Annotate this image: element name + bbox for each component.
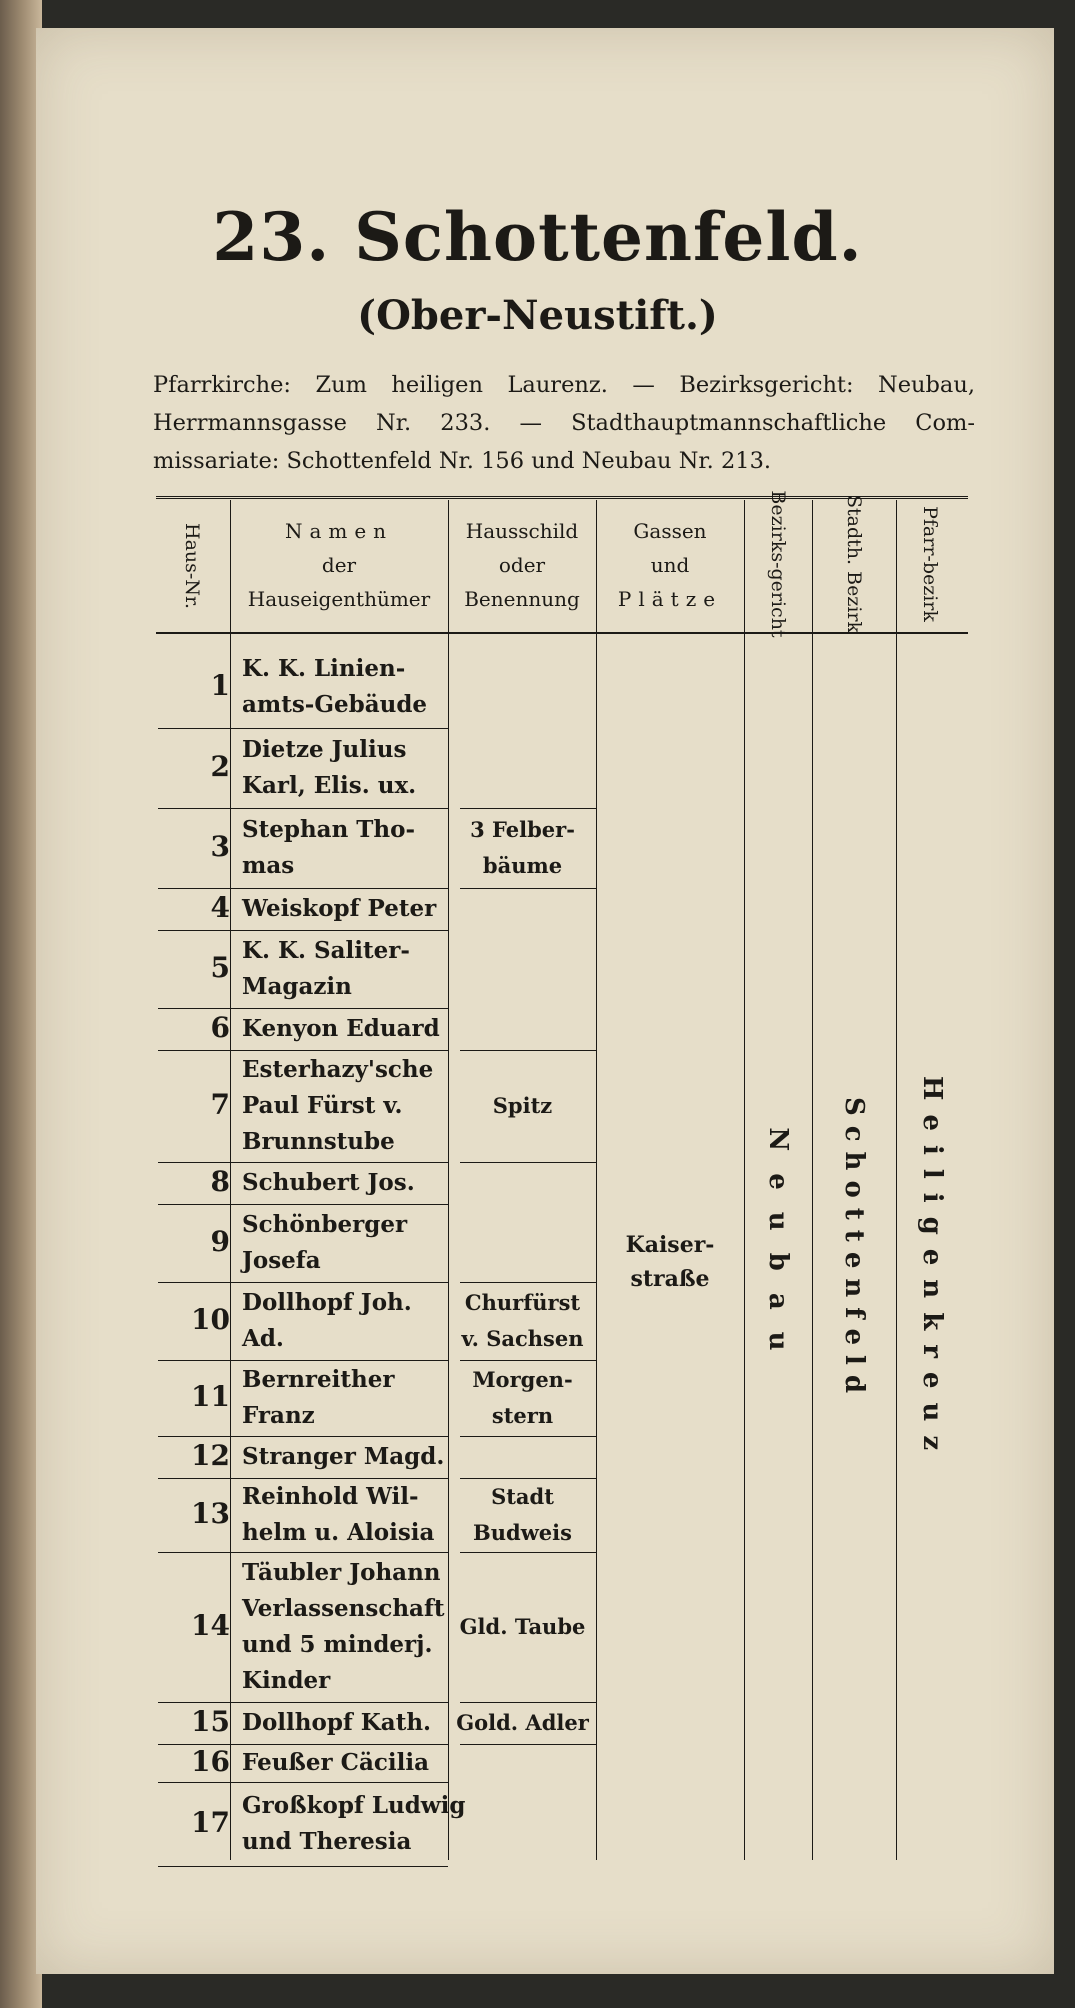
- house-number: 12: [191, 1439, 230, 1472]
- intro-line-3: missariate: Schottenfeld Nr. 156 und Neubau Nr. 213.: [153, 448, 772, 474]
- header-court: Bezirks-gericht: [767, 490, 789, 638]
- house-number: 8: [210, 1165, 230, 1198]
- court-neubau: Neubau: [763, 1127, 793, 1373]
- header-house-no: Haus-Nr.: [181, 523, 203, 609]
- sign-separator: [460, 1744, 596, 1745]
- header-sign: Hausschild oder Benennung: [464, 519, 580, 611]
- owner-name: Dietze Julius Karl, Elis. ux.: [242, 736, 417, 799]
- row-separator: [158, 808, 448, 809]
- row-separator: [158, 930, 448, 931]
- header-stadth: Stadth. Bezirk: [843, 495, 865, 633]
- owner-name: Kenyon Eduard: [242, 1015, 440, 1042]
- house-sign: Gold. Adler: [456, 1710, 589, 1735]
- sign-separator: [460, 1552, 596, 1553]
- header-owner: Namen der Hauseigenthümer: [247, 519, 431, 611]
- sign-separator: [460, 888, 596, 889]
- house-number: 10: [191, 1303, 230, 1336]
- house-number: 15: [191, 1705, 230, 1738]
- row-separator: [158, 1782, 448, 1783]
- row-separator: [158, 1162, 448, 1163]
- owner-name: Esterhazy'sche Paul Fürst v. Brunnstube: [242, 1056, 434, 1155]
- page-title: 23. Schottenfeld.: [212, 198, 863, 276]
- sign-separator: [460, 808, 596, 809]
- row-separator: [158, 1282, 448, 1283]
- owner-name: Bernreither Franz: [242, 1366, 395, 1429]
- column-divider: [596, 500, 597, 1860]
- row-separator: [158, 1436, 448, 1437]
- intro-line-2: Herrmannsgasse Nr. 233. — Stadthauptmannschaftliche Com-: [153, 410, 975, 436]
- column-divider: [744, 500, 745, 1860]
- house-number: 14: [191, 1609, 230, 1642]
- column-divider: [896, 500, 897, 1860]
- owner-name: K. K. Linien- amts-Gebäude: [242, 655, 428, 718]
- owner-name: Weiskopf Peter: [242, 895, 437, 922]
- row-separator: [158, 1866, 448, 1867]
- sign-separator: [460, 1162, 596, 1163]
- owner-name: Feußer Cäcilia: [242, 1749, 429, 1776]
- house-number: 11: [191, 1380, 230, 1413]
- sign-separator: [460, 1702, 596, 1703]
- house-number: 13: [191, 1497, 230, 1530]
- row-separator: [158, 728, 448, 729]
- owner-name: K. K. Saliter- Magazin: [242, 937, 410, 1000]
- house-sign: Churfürst v. Sachsen: [461, 1290, 584, 1351]
- house-number: 9: [210, 1225, 230, 1258]
- house-number: 3: [210, 830, 230, 863]
- house-number: 4: [210, 891, 230, 924]
- owner-name: Reinhold Wil- helm u. Aloisia: [242, 1483, 435, 1546]
- row-separator: [158, 1360, 448, 1361]
- intro-paragraph: [153, 366, 975, 480]
- house-number: 2: [210, 750, 230, 783]
- column-divider: [230, 500, 231, 1860]
- parish-heiligenkreuz: Heiligenkreuz: [917, 1075, 947, 1465]
- owner-name: Schubert Jos.: [242, 1169, 415, 1196]
- house-number: 6: [210, 1011, 230, 1044]
- owner-name: Stephan Tho- mas: [242, 816, 416, 879]
- sign-separator: [460, 1478, 596, 1479]
- row-separator: [158, 888, 448, 889]
- house-sign: Stadt Budweis: [473, 1484, 572, 1545]
- owner-name: Stranger Magd.: [242, 1443, 445, 1470]
- house-number: 7: [210, 1088, 230, 1121]
- page-subtitle: (Ober-Neustift.): [357, 292, 718, 339]
- house-sign: Gld. Taube: [459, 1614, 586, 1639]
- owner-name: Großkopf Ludwig und Theresia: [242, 1792, 466, 1855]
- house-sign: Spitz: [492, 1093, 553, 1118]
- stadth-schottenfeld: Schottenfeld: [839, 1096, 869, 1404]
- owner-name: Täubler Johann Verlassenschaft und 5 minderj. Kinder: [242, 1559, 445, 1694]
- row-separator: [158, 1008, 448, 1009]
- sign-separator: [460, 1050, 596, 1051]
- intro-line-1: Pfarrkirche: Zum heiligen Laurenz. — Bezirksgericht: Neubau,: [153, 372, 975, 398]
- sign-separator: [460, 1282, 596, 1283]
- owner-name: Dollhopf Kath.: [242, 1709, 432, 1736]
- row-separator: [158, 1702, 448, 1703]
- sign-separator: [460, 1436, 596, 1437]
- house-number: 1: [210, 669, 230, 702]
- street-kaiserstrasse: Kaiser- straße: [625, 1232, 715, 1292]
- owner-name: Schönberger Josefa: [242, 1211, 408, 1274]
- house-number: 5: [210, 951, 230, 984]
- row-separator: [158, 1552, 448, 1553]
- header-streets: Gassen und Plätze: [617, 519, 723, 611]
- house-sign: 3 Felber- bäume: [470, 817, 575, 878]
- column-divider: [812, 500, 813, 1860]
- house-sign: Morgen- stern: [472, 1367, 573, 1428]
- header-parish: Pfarr-bezirk: [919, 506, 941, 622]
- owner-name: Dollhopf Joh. Ad.: [242, 1289, 412, 1352]
- sign-separator: [460, 1360, 596, 1361]
- house-number: 17: [191, 1806, 230, 1839]
- row-separator: [158, 1050, 448, 1051]
- row-separator: [158, 1204, 448, 1205]
- house-number: 16: [191, 1745, 230, 1778]
